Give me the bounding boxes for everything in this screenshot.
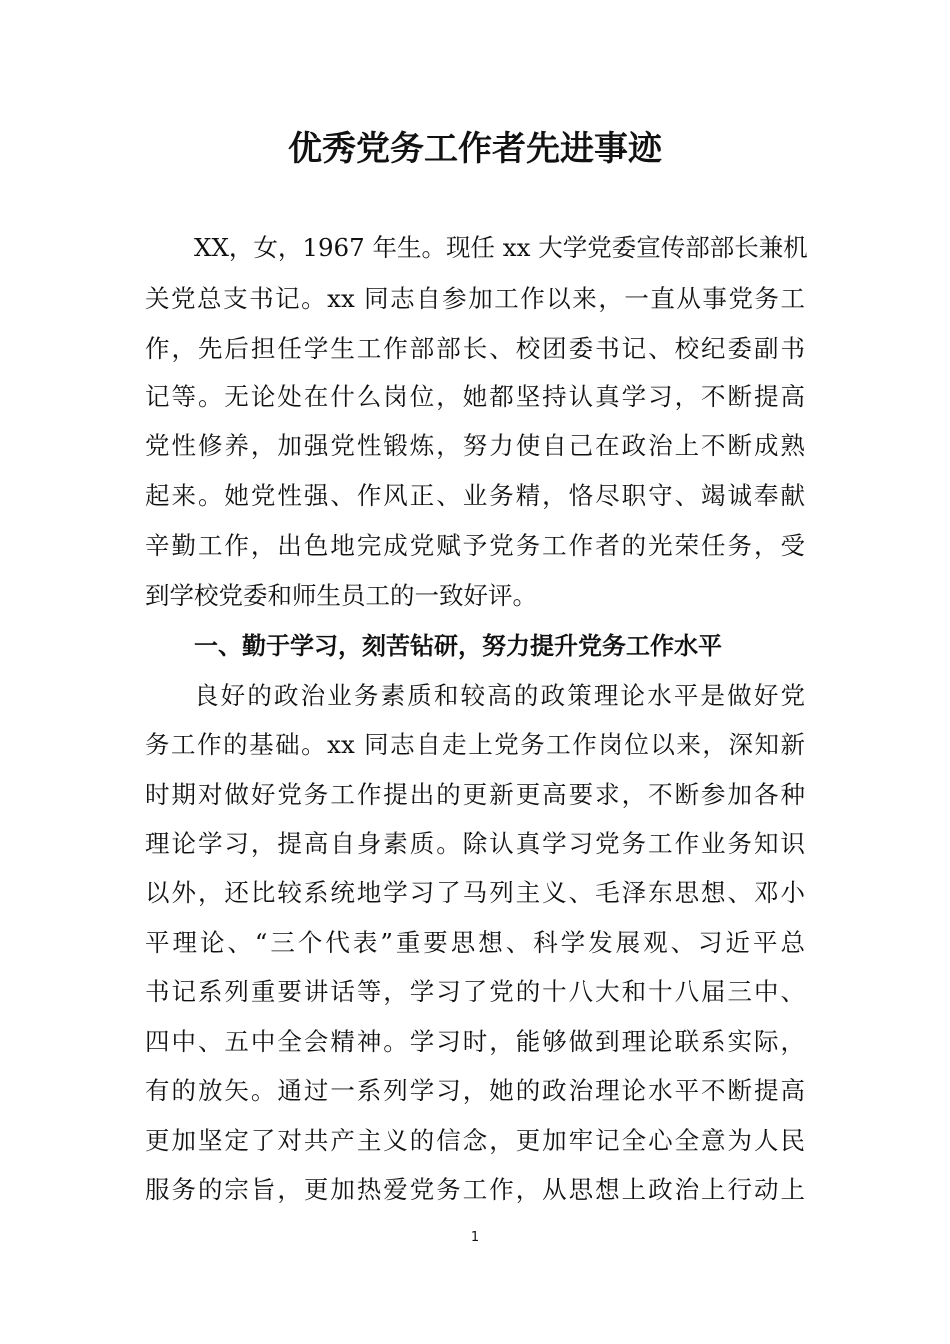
- paragraph-line: 起来。她党性强、作风正、业务精，恪尽职守、竭诚奉献: [145, 481, 805, 510]
- paragraph-line: 记等。无论处在什么岗位，她都坚持认真学习，不断提高: [145, 382, 805, 411]
- page-number: 1: [470, 1230, 480, 1245]
- paragraph-line: 关党总支书记。xx 同志自参加工作以来，一直从事党务工: [145, 284, 805, 313]
- paragraph-line: 服务的宗旨，更加热爱党务工作，从思想上政治上行动上: [145, 1175, 805, 1204]
- paragraph-line: 务工作的基础。xx 同志自走上党务工作岗位以来，深知新: [145, 730, 805, 759]
- paragraph-line: 四中、五中全会精神。学习时，能够做到理论联系实际，: [145, 1027, 805, 1056]
- paragraph-line: 理论学习，提高自身素质。除认真学习党务工作业务知识: [145, 829, 805, 858]
- paragraph-line: 时期对做好党务工作提出的更新更高要求，不断参加各种: [145, 780, 805, 809]
- document-title: 优秀党务工作者先进事迹: [288, 129, 662, 169]
- paragraph-line: 更加坚定了对共产主义的信念，更加牢记全心全意为人民: [145, 1126, 805, 1155]
- paragraph-line: 党性修养，加强党性锻炼，努力使自己在政治上不断成熟: [145, 431, 805, 460]
- paragraph-line: 作，先后担任学生工作部部长、校团委书记、校纪委副书: [145, 334, 805, 363]
- paragraph-line: 有的放矢。通过一系列学习，她的政治理论水平不断提高: [145, 1076, 805, 1105]
- paragraph-line: 辛勤工作，出色地完成党赋予党务工作者的光荣任务，受: [145, 531, 805, 560]
- paragraph-line: 良好的政治业务素质和较高的政策理论水平是做好党: [194, 681, 805, 710]
- paragraph-line: 平理论、“三个代表”重要思想、科学发展观、习近平总: [145, 928, 805, 957]
- paragraph-line: XX，女，1967 年生。现任 xx 大学党委宣传部部长兼机: [194, 233, 808, 262]
- paragraph-line: 以外，还比较系统地学习了马列主义、毛泽东思想、邓小: [145, 878, 805, 907]
- paragraph-line: 书记系列重要讲话等，学习了党的十八大和十八届三中、: [145, 977, 805, 1006]
- section-heading: 一、勤于学习，刻苦钻研，努力提升党务工作水平: [194, 632, 722, 660]
- paragraph-line: 到学校党委和师生员工的一致好评。: [145, 581, 537, 610]
